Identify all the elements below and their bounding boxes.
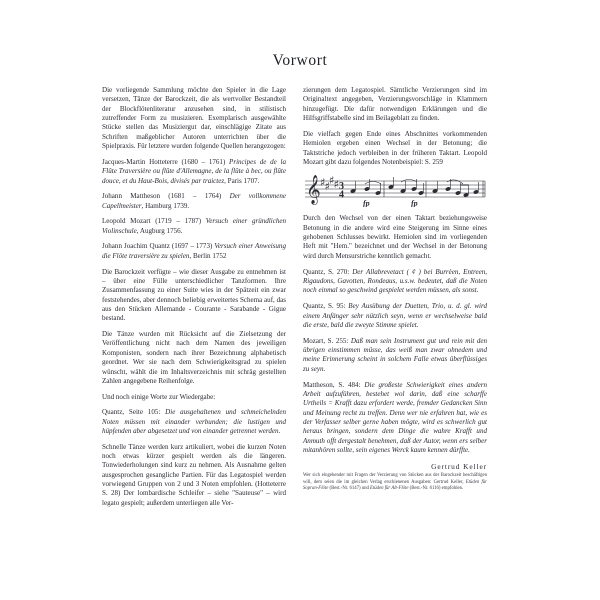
source-entry-mattheson [102,192,286,211]
quote-citation: Mattheson, S. 484: [303,380,365,389]
paragraph-after-music: Durch den Wechsel von der einen Taktart beziehungsweise Betonung in die andere wird eine Steigerung im Sinne eines gehobenen Schlusses bewirkt. Hemiolen sind im vorliegenden Heft mit "Hem." bezeichnet und der Wechsel in der Betonung wird durch Mensurstriche kenntlich gemacht. [303,214,487,260]
quote-text: Die ausgehaltenen und schmeichelnden Noten müssen mit einander verbunden; die lustigen und hüpfenden aber abgesetzet und von einander getrennet werden. [102,408,286,435]
quote-text: Die großeste Schwierigkeit eines andern Arbeit aufzuführen, bestehet wol darin, daß eine scharffe Urtheils = Krafft dazu erfordert werde, fremder Gedancken Sinn und Meinung recht zu treffen. Denn wer nie erfahren hat, wie es der Verfasser selber gerne haben mögte, wird es schwerlich gut heraus bringen, sondern dem Dinge die wahre Krafft und Anmuth offt dergestalt benehmen, daß der Autor, wenn ers selber mitanhören sollte, sein eigenes Werck kaum kennen dürffte. [303,380,487,454]
paragraph-ordering: Die Tänze wurden mit Rücksicht auf die Zielsetzung der Veröffentlichung nicht nach dem Namen des jeweiligen Komponisten, sondern nach ihrer Bezeichnung alphabetisch geordnet. Wer sie nach dem Schwierigkeitsgrad zu spielen wünscht, wählt die im Inhaltsverzeichnis mit schräg gestellten Zahlen angegebene Reihenfolge. [102,330,286,385]
source-entry-mozart [102,217,286,236]
left-column [102,86,286,515]
quote-quantz-page-105 [102,408,286,436]
source-work-title: Versuch einer gründlichen Violinschule [102,217,286,235]
two-column-body [102,86,504,515]
source-author: Leopold Mozart (1719 – 1787) [102,217,206,226]
dynamic-fp-2: fp [411,199,418,208]
dynamic-fp-1: fp [363,199,370,208]
quote-citation: Quantz, Seite 105: [102,408,166,417]
source-work-title: Principes de de la Flûte Traversière ou flûte d'Allemagne, de la flûte à bec, ou flûte douce, et du Haut-Bois, divisés par traictez [102,157,286,185]
paragraph-ornaments-continuation: zierungen dem Legatospiel. Sämtliche Verzierungen sind im Originaltext angegeben, Verzierungsvorschläge in Klammern hinzugefügt. Die dafür notwendigen Erklärungen und die Hilfsgriffstabelle sind im Beilageblatt zu finden. [303,86,487,123]
footnote-text-part-2: (Best.-Nr. 6147) und [328,485,371,491]
right-column [303,86,487,515]
quote-citation: Quantz, S. 270: [303,267,353,276]
source-publication: , Berlin 1752 [189,251,227,260]
quote-citation: Mozart, S. 255: [303,336,351,345]
svg-text:♯: ♯ [324,180,330,194]
svg-text:𝄞: 𝄞 [306,174,321,204]
quote-text: Bey Ausübung der Duetten, Trio, u. d. gl. wird einem Anfänger sehr nützlich seyn, wenn er wechselweise bald die erste, bald die zweyte Stimme spielet. [303,302,487,329]
source-work-title: Versuch einer Anweisung die Flöte traversière zu spielen [102,242,286,260]
paragraph-performance-lead: Und noch einige Worte zur Wiedergabe: [102,392,216,401]
page-title: Vorwort [272,52,328,69]
footnote-edition-title-2: Etüden für Alt-Flöte [370,485,409,491]
quote-quantz-page-270 [303,268,487,296]
source-publication: , Paris 1707. [224,176,260,185]
quote-mattheson-page-484 [303,381,487,456]
quote-citation: Quantz, S. 95: [303,302,349,311]
author-signature: Gertrud Keller [431,461,487,471]
quote-text: Daß man sein Instrument gut und rein mit den übrigen einstimmen müsse, das weiß man zwar ohnedem und meine Erinnerung scheint in solchem Falle etwas überflüssiges zu seyn. [303,336,487,373]
svg-text:♯: ♯ [329,174,335,188]
source-entry-quantz [102,242,286,261]
source-list [102,158,286,261]
svg-text:3: 3 [339,181,344,193]
svg-text:♯: ♯ [333,178,339,192]
source-author: Johann Mattheson (1681 – 1764) [102,192,230,201]
quote-text: Der Allabrevetact ( ¢ ) bei Burrèen, Entreen, Rigaudons, Gavotten, Rondeaus, u.s.w. bedeutet, daß die Noten noch einmal so geschwind gespielet werden müssen, als sonst. [303,267,487,295]
source-publication: , Hamburg 1739. [141,201,190,210]
source-publication: , Augburg 1756. [136,226,183,235]
paragraph-baroque-dance-forms: Die Barockzeit verfügte – wie dieser Ausgabe zu entnehmen ist – über eine Fülle unterschiedlicher Tanzformen. Ihre Zusammenfassung zu einer Suite wies in der Spätzeit ein zwar feststehendes, aber dennoch beliebig erweitertes Schema auf, das aus den Stücken Allemande - Courante - Sarabande - Gigue bestand. [102,267,286,323]
paragraph-intro: Die vorliegende Sammlung möchte den Spieler in die Lage versetzen, Tänze der Barockzeit, die als wertvoller Bestandteil der Blockflötenliteratur anzusehen sind, in stilistisch zutreffender Form zu musizieren. Exemplarisch ausgewählte Stücke stellen das Musiziergut dar, einschlägige Zitate aus Schriften maßgeblicher Autoren unterrichten über die Spielpraxis. Für letztere wurden folgende Quellen herangezogen: [102,86,286,151]
music-notation-example [303,173,487,207]
footnote-text-part-3: (Best.-Nr. 6116) empfohlen. [408,485,464,491]
paragraph-hemiolen: Die vielfach gegen Ende eines Abschnittes vorkommenden Hemiolen ergeben einen Wechsel in der Betonung; die Taktstriche jedoch verbleiben in der früheren Taktart. Leopold Mozart gibt dazu folgendes Notenbeispiel: S. 259 [303,129,487,166]
paragraph-fast-dances: Schnelle Tänze werden kurz artikuliert, wobei die kurzen Noten noch etwas kürzer gespielt werden als die längeren. Tonwiederholungen sind kurz zu nehmen. Als Ausnahme gelten ausgesprochen gesangliche Partien. Für das Legatospiel werden vorwiegend Gruppen von 2 und 3 Noten empfohlen. (Hotteterre S. 28) Der lombardische Schleifer – siehe "Sauteuse" – wird legato gespielt; außerdem unterliegen alle Ver- [102,442,286,507]
footnote [303,473,487,492]
footnote-edition-title-1: Etüden für Sopran-Flöte [303,479,487,491]
source-author: Jacques-Martin Hotteterre (1680 – 1761) [102,157,230,166]
source-entry-hotteterre [102,158,286,186]
quote-quantz-page-95 [303,302,487,330]
svg-text:4: 4 [339,189,344,201]
source-author: Johann Joachim Quantz (1697 – 1773) [102,242,215,251]
footnote-text-part-1: Wer sich eingehender mit Fragen der Verzierung von Stücken aus der Barockzeit beschäftigen will, dem seien die im gleichen Verlag erschienenen Ausgaben: Gertrud Keller, [303,473,487,485]
svg-text:♯: ♯ [320,176,326,190]
quote-mozart-page-255 [303,337,487,374]
source-work-title: Der vollkommene Capellmeister [102,192,286,210]
